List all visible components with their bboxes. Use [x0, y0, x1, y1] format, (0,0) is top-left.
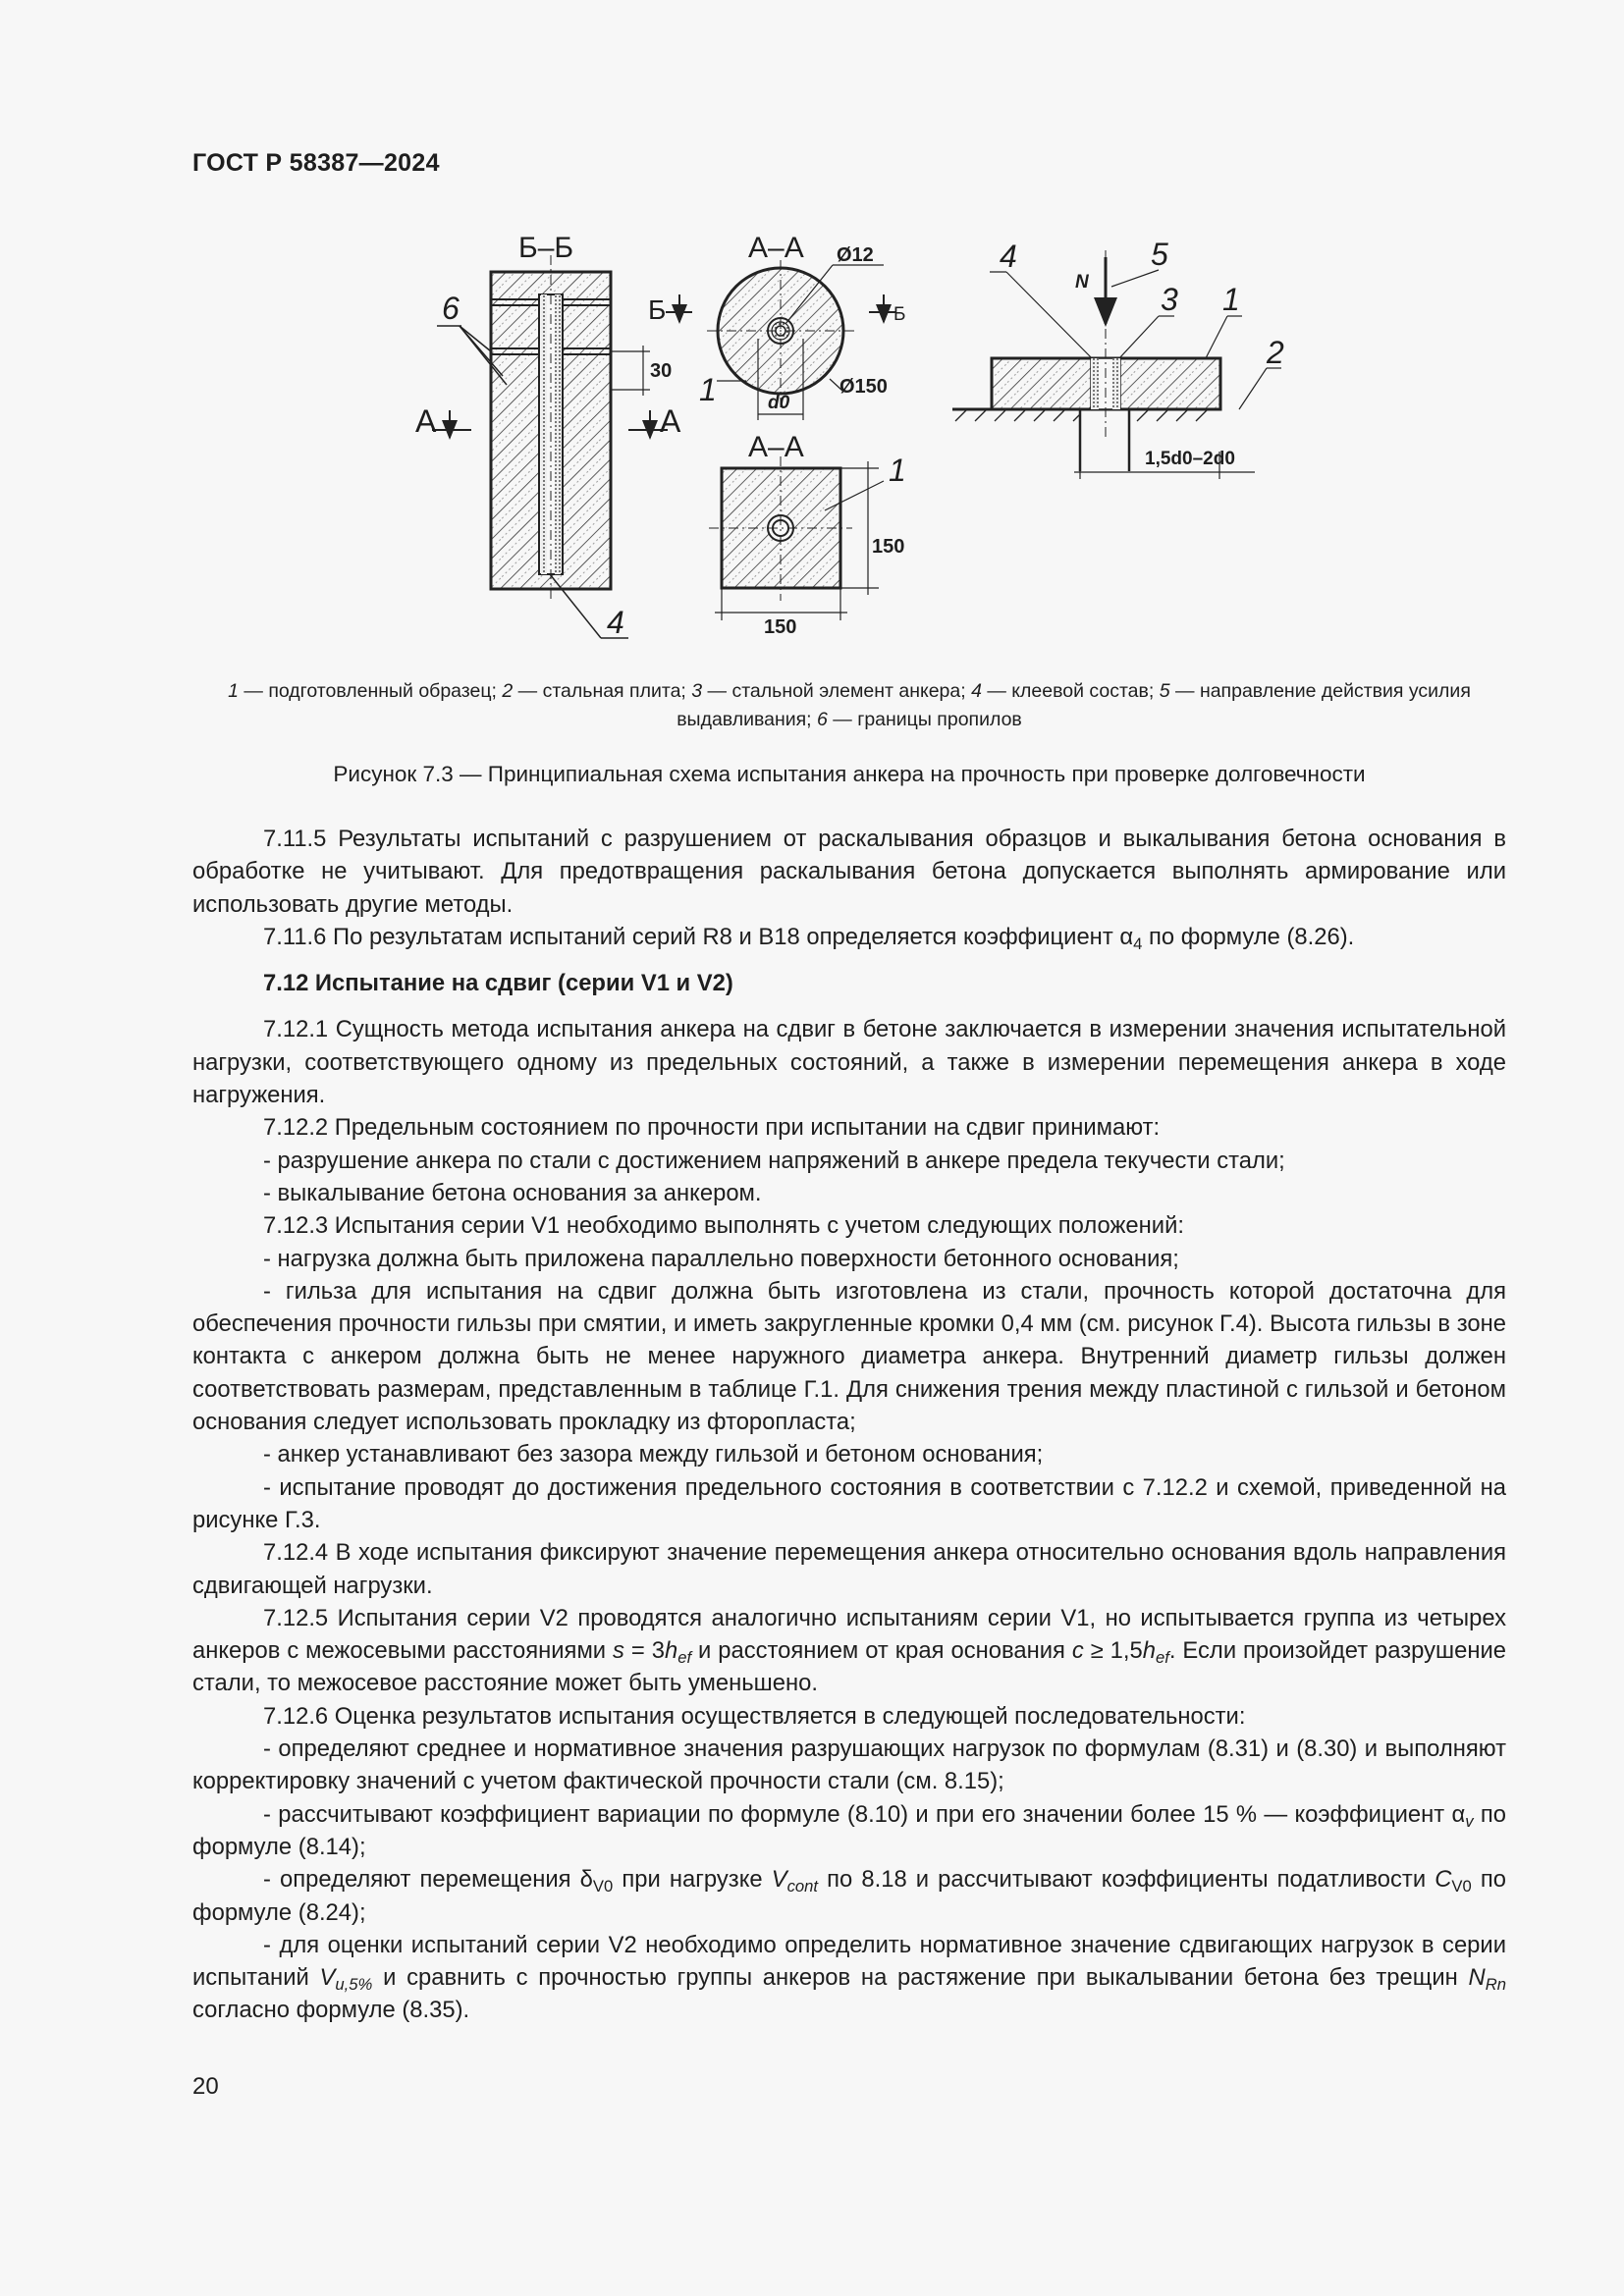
list-item: - разрушение анкера по стали с достижением напряжений в анкере предела текучести стали;	[263, 1147, 1285, 1174]
figure-caption: Рисунок 7.3 — Принципиальная схема испытания анкера на прочность при проверке долговечности	[333, 762, 1366, 786]
list-item: - анкер устанавливают без зазора между гильзой и бетоном основания;	[263, 1441, 1044, 1468]
paragraph-7-11-6: 7.11.6 По результатам испытаний серий R8 и B18 определяется коэффициент $\alpha_4$ по формуле (8.26).	[263, 923, 1355, 953]
label-num-1-scheme: 1	[1222, 282, 1240, 317]
list-item: - для оценки испытаний серии V2 необходимо определить нормативное значение сдвигающих нагрузок в серии испытаний $V_{u,5\%}$ и сравнить с прочностью группы анкеров на растяжение при выкалывании бетона без трещин $N_{Rn}$ согласно формуле (8.35).	[192, 1931, 1506, 2024]
label-section-bb: Б–Б	[518, 232, 574, 264]
label-num-1-square: 1	[889, 453, 906, 488]
label-num-5: 5	[1151, 237, 1168, 272]
list-item: - определяют среднее и нормативное значения разрушающих нагрузок по формулам (8.31) и (8.30) и выполняют корректировку значений с учетом фактической прочности стали (см. 8.15);	[192, 1735, 1506, 1795]
label-num-6: 6	[442, 291, 460, 326]
label-force-n: N	[1075, 272, 1089, 293]
list-item: - испытание проводят до достижения предельного состояния в соответствии с 7.12.2 и схемой, приведенной на рисунке Г.3.	[192, 1473, 1506, 1533]
list-item: - рассчитывают коэффициент вариации по формуле (8.10) и при его значении более 15 % — коэффициент $\alpha_v$ по формуле (8.14);	[192, 1800, 1506, 1860]
page-number: 20	[192, 2073, 219, 2100]
label-num-3: 3	[1161, 282, 1178, 317]
body-text	[192, 823, 1506, 2027]
section-bb	[432, 255, 668, 638]
label-num-2: 2	[1267, 335, 1284, 370]
label-dim-150-horizontal: 150	[764, 616, 797, 638]
paragraph-7-12-1: 7.12.1 Сущность метода испытания анкера на сдвиг в бетоне заключается в измерении значения испытательной нагрузки, соответствующего одному из предельных состояний, а также в измерении перемещения анкера в ходе нагружения.	[192, 1016, 1506, 1109]
label-dim-d150: Ø150	[839, 376, 888, 398]
label-cut-a-left: А	[415, 403, 437, 439]
section-aa-square	[709, 456, 884, 620]
paragraph-7-12-3: 7.12.3 Испытания серии V1 необходимо выполнять с учетом следующих положений:	[263, 1212, 1185, 1240]
section-heading-7-12: 7.12 Испытание на сдвиг (серии V1 и V2)	[263, 970, 733, 997]
document-header: ГОСТ Р 58387—2024	[192, 149, 440, 177]
list-item: - выкалывание бетона основания за анкером.	[263, 1179, 762, 1206]
label-dim-30: 30	[650, 360, 673, 382]
label-section-aa-top: А–А	[748, 232, 804, 264]
label-dim-150-vertical: 150	[872, 536, 905, 558]
label-section-aa-bottom: А–А	[748, 431, 804, 463]
label-dim-range: 1,5d0–2d0	[1145, 449, 1235, 469]
label-num-4-left: 4	[607, 605, 624, 640]
label-cut-b-left: Б	[648, 294, 667, 325]
label-cut-b-right: Б	[893, 304, 906, 325]
paragraph-7-12-6: 7.12.6 Оценка результатов испытания осуществляется в следующей последовательности:	[263, 1702, 1246, 1730]
list-item: - гильза для испытания на сдвиг должна быть изготовлена из стали, прочность которой достаточна для обеспечения прочности гильзы при смятии, и иметь закругленные кромки 0,4 мм (см. рисунок Г.4). Высота гильзы в зоне контакта с анкером должна быть не менее наружного диаметра анкера. Внутренний диаметр гильзы должен соответствовать размерам, представленным в таблице Г.1. Для снижения трения между пластиной с гильзой и бетоном основания следует использовать прокладку из фторопласта;	[192, 1277, 1506, 1436]
paragraph-7-11-5: 7.11.5 Результаты испытаний с разрушением от раскалывания образцов и выкалывания бетона основания в обработке не учитывают. Для предотвращения раскалывания бетона допускается выполнять армирование или использовать другие методы.	[192, 826, 1506, 918]
paragraph-7-12-4: 7.12.4 В ходе испытания фиксируют значение перемещения анкера относительно основания вдоль направления сдвигающей нагрузки.	[192, 1539, 1506, 1599]
figure-7-3	[0, 216, 1624, 667]
label-num-1-round: 1	[699, 372, 717, 407]
list-item: - определяют перемещения $\delta_{V0}$ при нагрузке $V_{cont}$ по 8.18 и рассчитывают коэффициенты податливости $C_{V0}$ по формуле (8.24);	[192, 1866, 1506, 1926]
label-cut-a-right: А	[660, 403, 681, 439]
paragraph-7-12-2: 7.12.2 Предельным состоянием по прочности при испытании на сдвиг принимают:	[263, 1114, 1161, 1142]
paragraph-7-12-5: 7.12.5 Испытания серии V2 проводятся аналогично испытаниям серии V1, но испытывается группа из четырех анкеров с межосевыми расстояниями $s = 3h_{ef}$ и расстоянием от края основания $c \ge 1,5h_{ef}$. Если произойдет разрушение стали, то межосевое расстояние может быть уменьшено.	[192, 1604, 1506, 1697]
label-dim-d12: Ø12	[837, 244, 874, 266]
label-dim-d0: d0	[768, 393, 790, 413]
list-item: - нагрузка должна быть приложена параллельно поверхности бетонного основания;	[263, 1245, 1179, 1272]
label-num-4-right: 4	[1000, 239, 1017, 274]
figure-legend: 1 — подготовленный образец; 2 — стальная плита; 3 — стальной элемент анкера; 4 — клеевой состав; 5 — направление действия усилия выдавливания; 6 — границы пропилов	[228, 680, 1471, 730]
